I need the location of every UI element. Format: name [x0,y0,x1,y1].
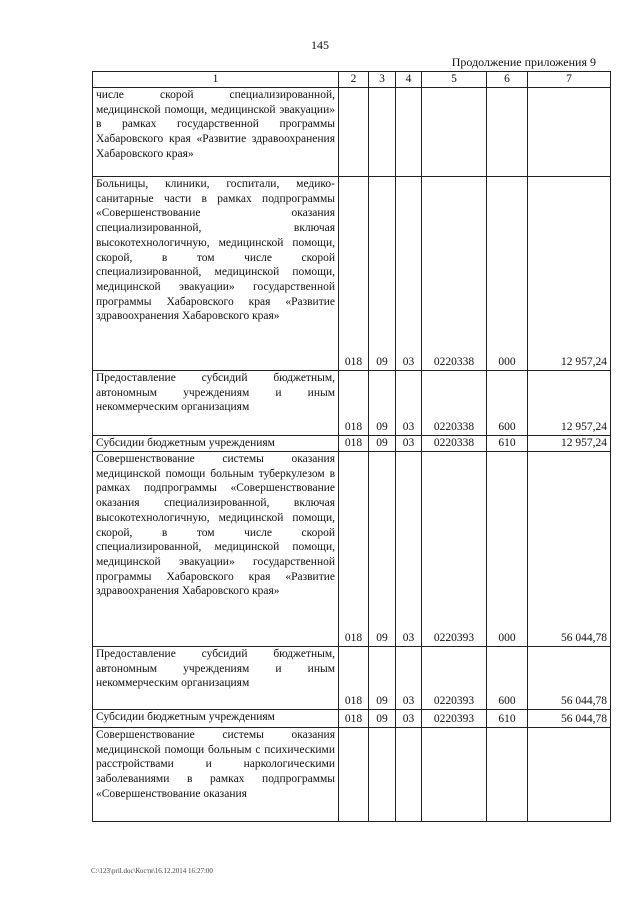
expense-type-code: 000 [487,452,528,647]
subsection-code: 03 [396,371,422,436]
target-article-code: 0220338 [422,436,487,452]
target-article-code: 0220393 [422,452,487,647]
row-description: Субсидии бюджетным учреждениям [93,436,339,452]
table-header-row [93,72,611,88]
section-code: 09 [369,371,396,436]
column-header: 3 [369,72,396,88]
target-article-code: 0220338 [422,177,487,371]
amount: 12 957,24 [528,177,611,371]
amount: 12 957,24 [528,371,611,436]
row-description: числе скорой специализированной, медицинской помощи, медицинской эвакуации» в рамках государственной программы Хабаровского края «Развитие здравоохранения Хабаровского края» [93,88,339,177]
expense-type-code: 610 [487,710,528,728]
amount: 12 957,24 [528,436,611,452]
target-article-code [422,88,487,177]
target-article-code: 0220393 [422,647,487,710]
ministry-code [339,88,369,177]
amount [528,88,611,177]
amount: 56 044,78 [528,647,611,710]
row-description: Предоставление субсидий бюджетным, автономным учреждениям и иным некоммерческим организациям [93,371,339,436]
column-header: 2 [339,72,369,88]
target-article-code [422,728,487,822]
row-description: Больницы, клиники, госпитали, медико-санитарные части в рамках подпрограммы «Совершенствование оказания специализированной, включая высокотехнологичную, медицинской помощи, скорой, в том числе скорой специализированной, медицинской помощи, медицинской эвакуации» государственной программы Хабаровского края «Развитие здравоохранения Хабаровского края» [93,177,339,371]
table-row [93,452,611,647]
table-row [93,647,611,710]
ministry-code: 018 [339,452,369,647]
section-code: 09 [369,710,396,728]
page-number: 145 [311,38,329,52]
target-article-code: 0220338 [422,371,487,436]
subsection-code [396,88,422,177]
ministry-code: 018 [339,710,369,728]
expense-type-code: 610 [487,436,528,452]
column-header: 6 [487,72,528,88]
amount: 56 044,78 [528,710,611,728]
expense-type-code [487,88,528,177]
table-row [93,177,611,371]
section-code: 09 [369,436,396,452]
column-header: 1 [93,72,339,88]
ministry-code: 018 [339,177,369,371]
row-description: Совершенствование системы оказания медицинской помощи больным с психическими расстройствами и наркологическими заболеваниями в рамках подпрограммы «Совершенствование оказания [93,728,339,822]
ministry-code: 018 [339,371,369,436]
table-row [93,710,611,728]
budget-table [92,71,611,822]
table-row [93,728,611,822]
ministry-code: 018 [339,436,369,452]
section-code [369,88,396,177]
table-row [93,371,611,436]
table-row [93,88,611,177]
target-article-code: 0220393 [422,710,487,728]
amount: 56 044,78 [528,452,611,647]
expense-type-code: 000 [487,177,528,371]
ministry-code: 018 [339,647,369,710]
expense-type-code: 600 [487,371,528,436]
subsection-code: 03 [396,647,422,710]
section-code [369,728,396,822]
column-header: 5 [422,72,487,88]
row-description: Субсидии бюджетным учреждениям [93,710,339,728]
subsection-code: 03 [396,436,422,452]
table-row [93,436,611,452]
row-description: Совершенствование системы оказания медицинской помощи больным туберкулезом в рамках подпрограммы «Совершенствование оказания специализированной, включая высокотехнологичную, медицинской помощи, скорой, в том числе скорой специализированной, медицинской помощи, медицинской эвакуации» государственной программы Хабаровского края «Развитие здравоохранения Хабаровского края» [93,452,339,647]
expense-type-code: 600 [487,647,528,710]
section-code: 09 [369,647,396,710]
section-code: 09 [369,177,396,371]
subsection-code: 03 [396,452,422,647]
row-description: Предоставление субсидий бюджетным, автономным учреждениям и иным некоммерческим организациям [93,647,339,710]
column-header: 7 [528,72,611,88]
amount [528,728,611,822]
section-code: 09 [369,452,396,647]
column-header: 4 [396,72,422,88]
file-path-footer: C:\123\pril.doc\Костя\16.12.2014 16:27:00 [91,867,213,875]
subsection-code [396,728,422,822]
subsection-code: 03 [396,710,422,728]
expense-type-code [487,728,528,822]
subsection-code: 03 [396,177,422,371]
ministry-code [339,728,369,822]
continuation-label: Продолжение приложения 9 [451,55,596,69]
